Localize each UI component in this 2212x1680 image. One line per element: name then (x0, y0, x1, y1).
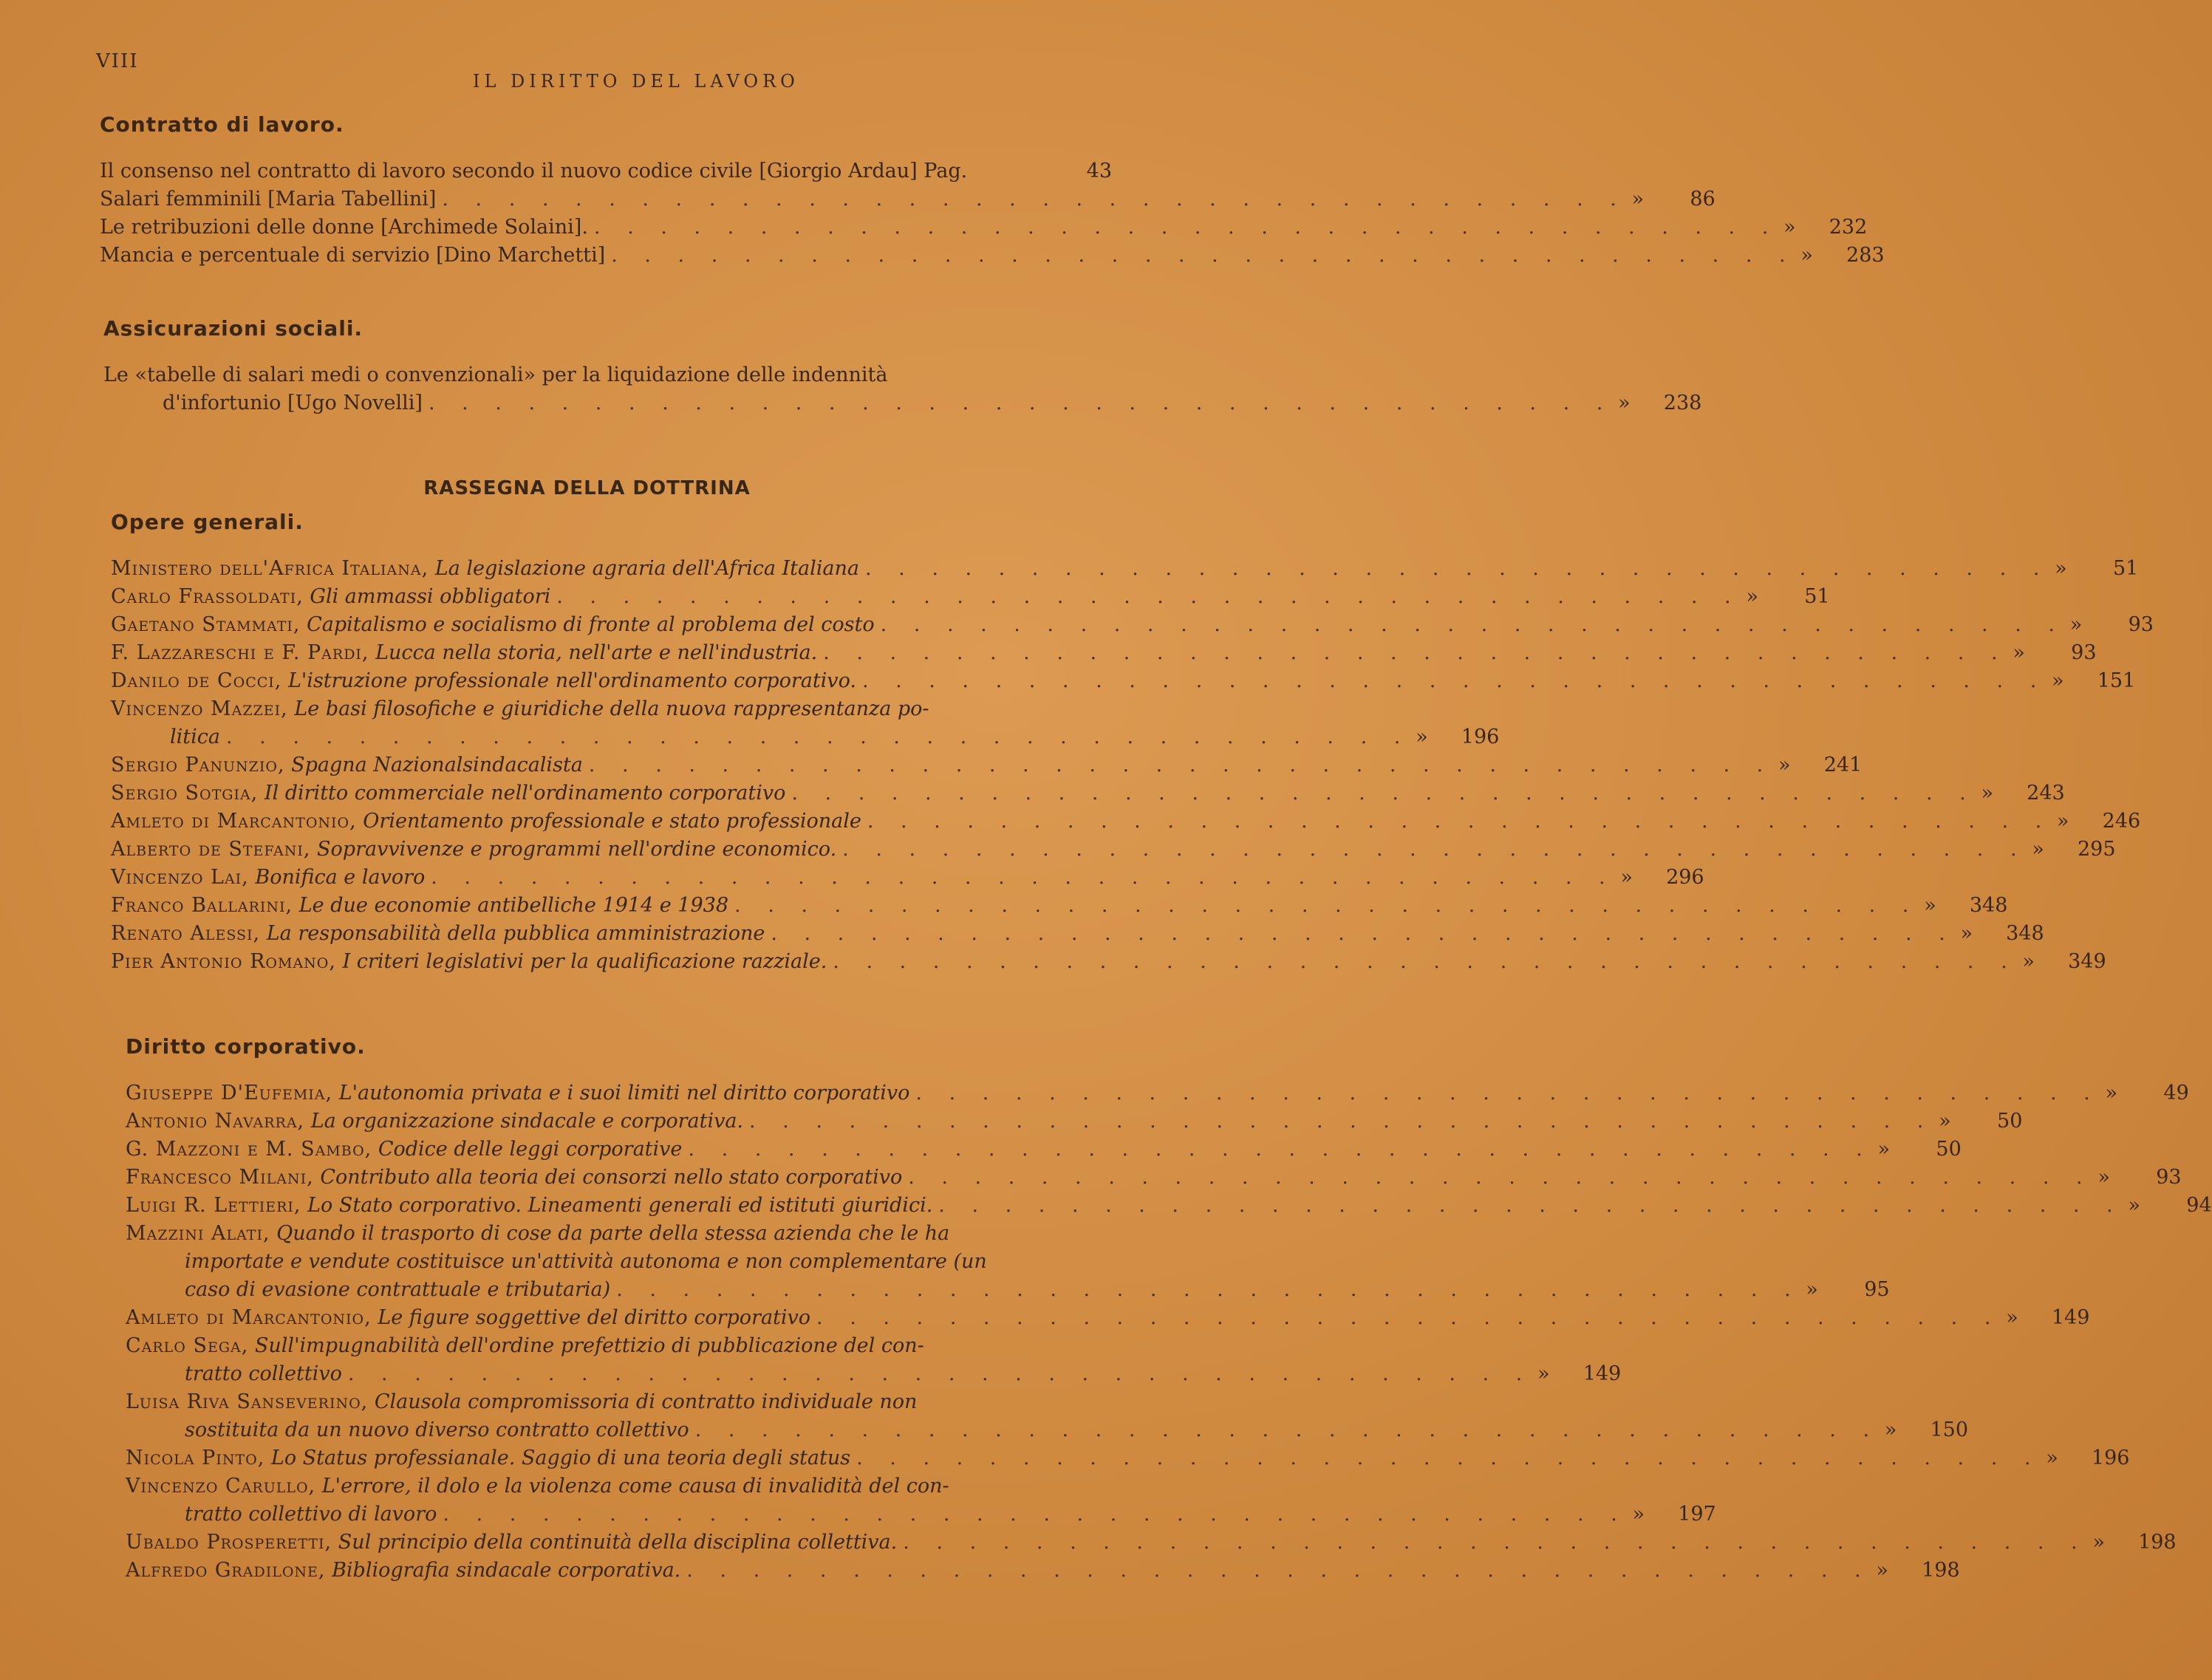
ditto-mark: » (1778, 754, 1791, 776)
entry-title-cont: caso di evasione contrattuale e tributaria) (185, 1278, 611, 1301)
leader-dots: . . . . . . . . . . . . . . . . . . . . . . . . . . . . . . . . . . . . (915, 1082, 2100, 1104)
ditto-mark: » (2013, 641, 2025, 664)
entry-author: Antonio Navarra, (126, 1110, 305, 1133)
entry-page: 94 (2186, 1194, 2212, 1217)
opere-entry (111, 611, 2154, 639)
running-title: IL DIRITTO DEL LAVORO (473, 71, 799, 92)
section-assicurazioni (0, 316, 1702, 417)
leader-dots: . . . . . . . . . . . . . . . . . . . . . . . . . . . . . . . . . . . . (938, 1194, 2123, 1217)
entry-page: 196 (1461, 725, 1500, 748)
entry-page: 50 (1997, 1110, 2023, 1133)
entry-author: Vincenzo Mazzei, (111, 697, 288, 720)
leader-dots: . . . . . . . . . . . . . . . . . . . . . . . . . . . . . . . . . . . . (903, 1531, 2088, 1554)
ditto-mark: » (2052, 669, 2064, 692)
ditto-mark: » (2105, 1082, 2118, 1104)
rassegna-title: RASSEGNA DELLA DOTTRINA (423, 477, 751, 499)
section-contratto (0, 112, 1885, 270)
leader-dots: . . . . . . . . . . . . . . . . . . . . . . . . . . . . . . . . . . . . (593, 216, 1779, 239)
corporativo-entry (126, 1164, 2182, 1192)
corporativo-entry (126, 1304, 2090, 1332)
opere-entry (111, 892, 2008, 920)
entry-text: Le retribuzioni delle donne [Archimede Solaini]. (100, 216, 588, 239)
leader-dots: . . . . . . . . . . . . . . . . . . . . . . . . . . . . . . . . . . . . (867, 810, 2052, 833)
entry-title-cont: tratto collettivo (185, 1362, 342, 1385)
ditto-mark: » (2046, 1447, 2058, 1469)
entry-title: La responsabilità della pubblica amministrazione (266, 922, 765, 945)
entry-author: G. Mazzoni e M. Sambo, (126, 1138, 372, 1161)
ditto-mark: » (2022, 950, 2035, 973)
ditto-mark: » (1884, 1418, 1897, 1441)
leader-dots: . . . . . . . . . . . . . . . . . . . . . . . . . . . . . . . . . . . . (588, 754, 1774, 776)
entry-page: 150 (1930, 1418, 1969, 1441)
entry-author: Amleto di Marcantonio, (126, 1306, 372, 1329)
entry-title: Bonifica e lavoro (255, 866, 426, 889)
opere-entry (111, 695, 1112, 723)
leader-dots: . . . . . . . . . . . . . . . . . . . . . . . . . . . . . . . . . . . . (749, 1110, 1934, 1133)
opere-entry (111, 751, 1863, 779)
section-corporativo (0, 1034, 2212, 1585)
entry-author: Luigi R. Lettieri, (126, 1194, 301, 1217)
opere-entry (111, 779, 2065, 807)
ditto-mark: » (1783, 216, 1796, 239)
entry-author: F. Lazzareschi e F. Pardi, (111, 641, 369, 664)
corporativo-entry (126, 1332, 1116, 1360)
leader-dots: . . . . . . . . . . . . . . . . . . . . . . . . . . . . . . . . . . . . (225, 725, 1411, 748)
entry-page: 238 (1663, 392, 1702, 414)
entry-page: 243 (2027, 782, 2065, 805)
opere-entry (111, 920, 2044, 948)
entry-page: 86 (1690, 188, 1716, 211)
entry-title: Bibliografia sindacale corporativa. (332, 1559, 681, 1582)
leader-dots: . . . . . . . . . . . . . . . . . . . . . . . . . . . . . . . . . . . . (908, 1166, 2093, 1189)
entry-page: 95 (1864, 1278, 1890, 1301)
leader-dots: . . . . . . . . . . . . . . . . . . . . . . . . . . . . . . . . . . . . (431, 866, 1616, 889)
entry-title: Lo Status professianale. Saggio di una teoria degli status (270, 1447, 851, 1469)
entry-title: Clausola compromissoria di contratto individuale non (374, 1390, 918, 1413)
ditto-mark: » (1960, 922, 1973, 945)
corporativo-entry-continuation (126, 1248, 1116, 1276)
ditto-mark: » (2006, 1306, 2018, 1329)
entry-page: 197 (1678, 1503, 1716, 1526)
ditto-mark: » (2032, 838, 2044, 861)
entry-author: Luisa Riva Sanseverino, (126, 1390, 369, 1413)
entry-author: Franco Ballarini, (111, 894, 293, 917)
entry-page: 241 (1823, 754, 1863, 776)
entry-author: Vincenzo Carullo, (126, 1475, 316, 1498)
leader-dots: . . . . . . . . . . . . . . . . . . . . . . . . . . . . . . . . . . . . (686, 1559, 1871, 1582)
entry-page: 93 (2071, 641, 2097, 664)
entry-author: Sergio Sotgia, (111, 782, 259, 805)
entry-page: 198 (2138, 1531, 2177, 1554)
leader-dots: . . . . . . . . . . . . . . . . . . . . . . . . . . . . . . . . . . . . (428, 392, 1614, 414)
entry-text: Il consenso nel contratto di lavoro secondo il nuovo codice civile [Giorgio Ardau] Pag. (100, 160, 968, 182)
ditto-mark: » (1876, 1559, 1888, 1582)
entry-title: Sull'impugnabilità dell'ordine prefettizio di pubblicazione del con- (254, 1334, 924, 1357)
entry-page: 43 (1086, 160, 1112, 182)
leader-dots: . . . . . . . . . . . . . . . . . . . . . . . . . . . . . . . . . . . . (616, 1278, 1801, 1301)
entry-author: Sergio Panunzio, (111, 754, 285, 776)
ditto-mark: » (1631, 188, 1644, 211)
opere-entry (111, 864, 1704, 892)
ditto-mark: » (1924, 894, 1936, 917)
entry-author: Ministero dell'Africa Italiana, (111, 557, 429, 580)
ditto-mark: » (1632, 1503, 1645, 1526)
opere-list (111, 555, 2154, 976)
entry-page: 149 (2051, 1306, 2090, 1329)
entry-title: Contributo alla teoria dei consorzi nello stato corporativo (320, 1166, 903, 1189)
page-header (96, 50, 1130, 95)
contratto-entry (100, 157, 1112, 185)
leader-dots: . . . . . . . . . . . . . . . . . . . . . . . . . . . . . . . . . . . . (694, 1418, 1880, 1441)
ditto-mark: » (2056, 810, 2069, 833)
corporativo-entry (126, 1444, 2130, 1472)
leader-dots: . . . . . . . . . . . . . . . . . . . . . . . . . . . . . . . . . . . . (864, 557, 2050, 580)
leader-dots: . . . . . . . . . . . . . . . . . . . . . . . . . . . . . . . . . . . . (347, 1362, 1533, 1385)
corporativo-entry (126, 1220, 1116, 1248)
entry-page: 283 (1846, 244, 1885, 267)
entry-author: Gaetano Stammati, (111, 613, 301, 636)
entry-page: 295 (2077, 838, 2116, 861)
entry-page: 151 (2097, 669, 2136, 692)
entry-title: Capitalismo e socialismo di fronte al problema del costo (307, 613, 875, 636)
entry-author: Carlo Frassoldati, (111, 585, 304, 608)
corporativo-entry (126, 1472, 1116, 1500)
leader-dots: . . . . . . . . . . . . . . . . . . . . . . . . . . . . . . . . . . . . (771, 922, 1956, 945)
entry-author: Mazzini Alati, (126, 1222, 270, 1245)
entry-page: 196 (2091, 1447, 2130, 1469)
entry-title: Le due economie antibelliche 1914 e 1938 (298, 894, 729, 917)
ditto-mark: » (1746, 585, 1758, 608)
corporativo-entry (126, 1388, 1116, 1416)
ditto-mark: » (1981, 782, 1993, 805)
leader-dots: . . . . . . . . . . . . . . . . . . . . . . . . . . . . . . . . . . . . (443, 1503, 1628, 1526)
opere-entry (111, 948, 2106, 976)
ditto-mark: » (1877, 1138, 1891, 1161)
page-number: VIII (96, 50, 139, 72)
entry-title: I criteri legislativi per la qualificazione razziale. (342, 950, 827, 973)
leader-dots: . . . . . . . . . . . . . . . . . . . . . . . . . . . . . . . . . . . . (611, 244, 1796, 267)
contratto-entry (100, 242, 1885, 270)
section-title-contratto: Contratto di lavoro. (100, 112, 344, 137)
leader-dots: . . . . . . . . . . . . . . . . . . . . . . . . . . . . . . . . . . . . (791, 782, 1976, 805)
entry-page: 149 (1583, 1362, 1622, 1385)
entry-page: 296 (1666, 866, 1704, 889)
leader-dots: . . . . . . . . . . . . . . . . . . . . . . . . . . . . . . . . . . . . (556, 585, 1741, 608)
ditto-mark: » (1537, 1362, 1550, 1385)
ditto-mark: » (2128, 1194, 2140, 1217)
entry-title: Spagna Nazionalsindacalista (291, 754, 583, 776)
section-title-corporativo: Diritto corporativo. (126, 1034, 366, 1059)
ditto-mark: » (2097, 1166, 2110, 1189)
entry-author: Vincenzo Lai, (111, 866, 249, 889)
entry-title: L'autonomia privata e i suoi limiti nel diritto corporativo (338, 1082, 910, 1104)
leader-dots: . . . . . . . . . . . . . . . . . . . . . . . . . . . . . . . . . . . . (856, 1447, 2041, 1469)
entry-title-cont: importate e vendute costituisce un'attività autonoma e non complementare (un (185, 1250, 987, 1273)
entry-title: Le basi filosofiche e giuridiche della nuova rappresentanza po- (294, 697, 929, 720)
entry-page: 49 (2163, 1082, 2189, 1104)
ditto-mark: » (1800, 244, 1813, 267)
entry-title: Il diritto commerciale nell'ordinamento corporativo (264, 782, 786, 805)
ditto-mark: » (2069, 613, 2083, 636)
section-opere (0, 510, 2154, 976)
ditto-mark: » (2055, 557, 2067, 580)
corporativo-entry (126, 1529, 2177, 1557)
ditto-mark: » (1416, 725, 1428, 748)
corporativo-entry (126, 1192, 2212, 1220)
entry-page: 51 (2112, 557, 2139, 580)
entry-page: 246 (2102, 810, 2141, 833)
ditto-mark: » (1939, 1110, 1951, 1133)
entry-title-cont: sostituita da un nuovo diverso contratto collettivo (185, 1418, 689, 1441)
entry-page: 349 (2068, 950, 2106, 973)
entry-author: Carlo Sega, (126, 1334, 249, 1357)
corporativo-entry (126, 1107, 2023, 1136)
entry-author: Alberto de Stefani, (111, 838, 311, 861)
entry-author: Pier Antonio Romano, (111, 950, 336, 973)
assicurazioni-entry-line2: d'infortunio [Ugo Novelli] . . . . . . . . . . . . . . . . . . . . . . . . . . . . . . . . . . . . » 238 (103, 389, 1112, 417)
corporativo-entry-continuation (126, 1416, 1969, 1444)
ditto-mark: » (2092, 1531, 2105, 1554)
entry-title: Codice delle leggi corporative (378, 1138, 683, 1161)
leader-dots: . . . . . . . . . . . . . . . . . . . . . . . . . . . . . . . . . . . . (880, 613, 2065, 636)
entry-page: 198 (1922, 1559, 1960, 1582)
entry-author: Nicola Pinto, (126, 1447, 265, 1469)
entry-title: Gli ammassi obbligatori (310, 585, 551, 608)
entry-page: 232 (1829, 216, 1868, 239)
entry-title: Quando il trasporto di cose da parte della stessa azienda che le ha (276, 1222, 950, 1245)
leader-dots: . . . . . . . . . . . . . . . . . . . . . . . . . . . . . . . . . . . . (823, 641, 2008, 664)
corporativo-entry-continuation (126, 1276, 1890, 1304)
entry-title: La organizzazione sindacale e corporativa. (310, 1110, 744, 1133)
entry-title: Orientamento professionale e stato professionale (363, 810, 861, 833)
entry-title: La legislazione agraria dell'Africa Italiana (434, 557, 859, 580)
entry-title-cont: litica (170, 725, 220, 748)
entry-title-cont: tratto collettivo di lavoro (185, 1503, 437, 1526)
entry-title: L'istruzione professionale nell'ordinamento corporativo. (287, 669, 856, 692)
assicurazioni-entry-line1: Le «tabelle di salari medi o convenzionali» per la liquidazione delle indennità (103, 363, 888, 386)
entry-title: Lo Stato corporativo. Lineamenti generali ed istituti giuridici. (307, 1194, 933, 1217)
leader-dots: . . . . . . . . . . . . . . . . . . . . . . . . . . . . . . . . . . . . (734, 894, 1919, 917)
entry-page: 93 (2156, 1166, 2182, 1189)
corporativo-entry (126, 1079, 2189, 1107)
entry-title: Sopravvivenze e programmi nell'ordine economico. (317, 838, 837, 861)
leader-dots: . . . . . . . . . . . . . . . . . . . . . . . . . . . . . . . . . . . . (688, 1138, 1873, 1161)
entry-author: Giuseppe D'Eufemia, (126, 1082, 333, 1104)
entry-text: Salari femminili [Maria Tabellini] (100, 188, 437, 211)
entry-author: Alfredo Gradilone, (126, 1559, 326, 1582)
opere-entry (111, 667, 2136, 695)
contratto-entry (100, 185, 1716, 214)
entry-text: Mancia e percentuale di servizio [Dino Marchetti] (100, 244, 606, 267)
ditto-mark: » (1806, 1278, 1818, 1301)
entry-title: L'errore, il dolo e la violenza come causa di invalidità del con- (321, 1475, 949, 1498)
corporativo-list (126, 1079, 2212, 1585)
leader-dots: . . . . . . . . . . . . . . . . . . . . . . . . . . . . . . . . . . . . (816, 1306, 2001, 1329)
section-title-assicurazioni: Assicurazioni sociali. (103, 316, 363, 341)
ditto-mark: » (1620, 866, 1633, 889)
opere-entry (111, 583, 1830, 611)
opere-entry (111, 639, 2097, 667)
leader-dots: . . . . . . . . . . . . . . . . . . . . . . . . . . . . . . . . . . . . (442, 188, 1627, 211)
opere-entry (111, 807, 2141, 836)
entry-title: Lucca nella storia, nell'arte e nell'industria. (375, 641, 818, 664)
entry-author: Amleto di Marcantonio, (111, 810, 357, 833)
entry-author: Francesco Milani, (126, 1166, 314, 1189)
entry-title: Le figure soggettive del diritto corporativo (378, 1306, 811, 1329)
entry-author: Danilo de Cocci, (111, 669, 282, 692)
entry-page: 348 (2006, 922, 2044, 945)
corporativo-entry (126, 1557, 1960, 1585)
opere-entry (111, 836, 2116, 864)
contratto-entry (100, 214, 1868, 242)
corporativo-entry-continuation (126, 1500, 1716, 1529)
contratto-list (100, 157, 1885, 270)
opere-entry-continuation (111, 723, 1500, 751)
entry-page: 51 (1804, 585, 1830, 608)
corporativo-entry-continuation (126, 1360, 1622, 1388)
entry-page: 348 (1969, 894, 2008, 917)
entry-author: Ubaldo Prosperetti, (126, 1531, 332, 1554)
entry-page: 50 (1936, 1138, 1962, 1161)
entry-page: 93 (2128, 613, 2154, 636)
entry-author: Renato Alessi, (111, 922, 261, 945)
ditto-mark: » (1618, 392, 1631, 414)
corporativo-entry (126, 1136, 1962, 1164)
leader-dots: . . . . . . . . . . . . . . . . . . . . . . . . . . . . . . . . . . . . (842, 838, 2027, 861)
leader-dots: . . . . . . . . . . . . . . . . . . . . . . . . . . . . . . . . . . . . (833, 950, 2018, 973)
section-title-opere: Opere generali. (111, 510, 304, 534)
opere-entry (111, 555, 2139, 583)
entry-title: Sul principio della continuità della disciplina collettiva. (338, 1531, 898, 1554)
leader-dots: . . . . . . . . . . . . . . . . . . . . . . . . . . . . . . . . . . . . (861, 669, 2047, 692)
